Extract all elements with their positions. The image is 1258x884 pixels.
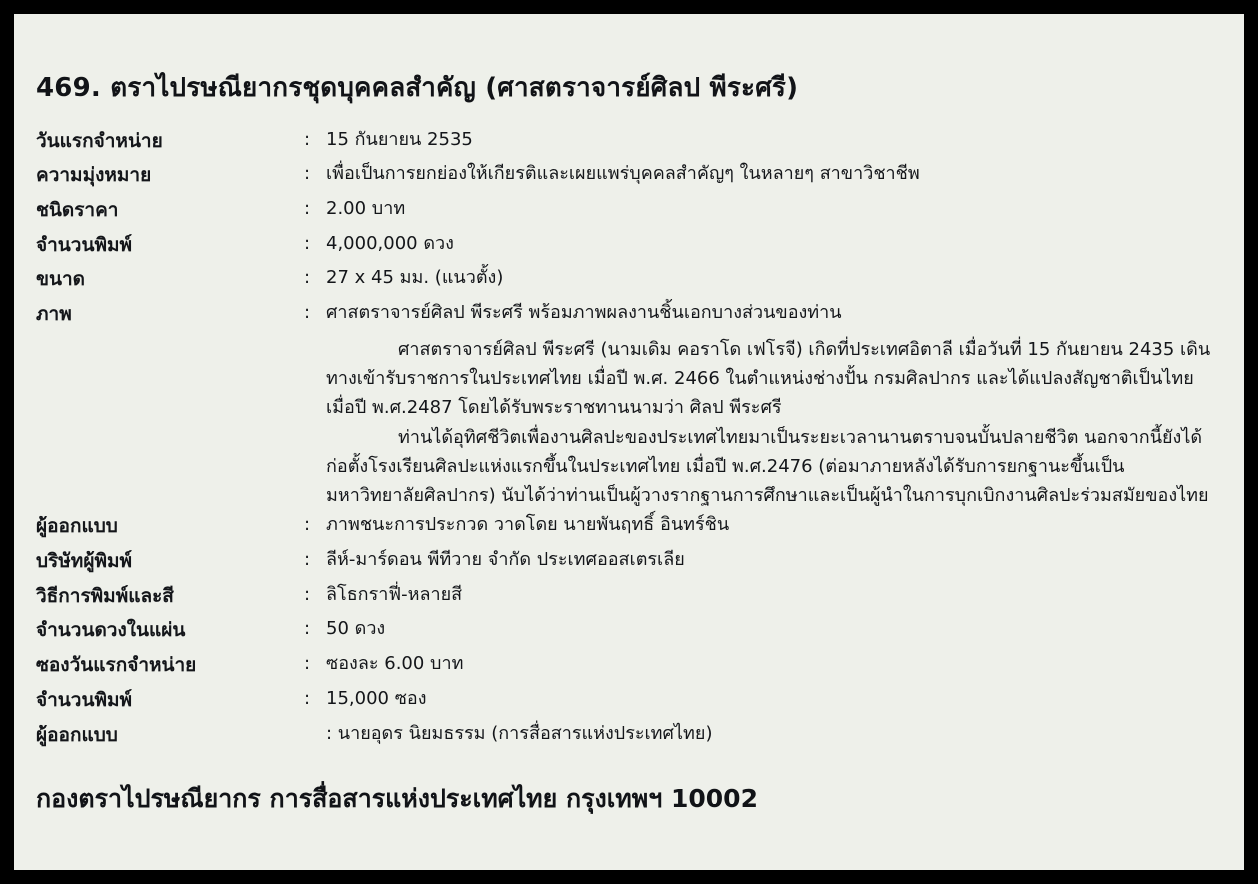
table-row xyxy=(36,298,1222,333)
spec-label: ขนาด xyxy=(36,268,85,291)
spec-value: เพื่อเป็นการยกย่องให้เกียรติและเผยแพร่บุคคลสำคัญๆ ในหลายๆ สาขาวิชาชีพ xyxy=(326,163,920,185)
table-row xyxy=(36,614,1222,649)
spec-colon: : xyxy=(304,267,311,289)
spec-colon: : xyxy=(304,301,311,323)
table-row xyxy=(36,194,1222,229)
spec-value: ซองละ 6.00 บาท xyxy=(326,653,464,675)
spec-colon: : xyxy=(304,232,311,254)
spec-label: ผู้ออกแบบ xyxy=(36,515,118,538)
spec-label: จำนวนพิมพ์ xyxy=(36,688,133,711)
description-row xyxy=(36,333,1222,511)
spec-label: ภาพ xyxy=(36,302,72,325)
spec-colon: : xyxy=(304,514,311,536)
spec-label: ชนิดราคา xyxy=(36,198,119,221)
footer-publisher: กองตราไปรษณียากร การสื่อสารแห่งประเทศไทย กรุงเทพฯ 10002 xyxy=(36,784,758,814)
spec-value: 4,000,000 ดวง xyxy=(326,232,454,254)
spec-value: 2.00 บาท xyxy=(326,197,406,219)
description-paragraph: ท่านได้อุทิศชีวิตเพื่องานศิลปะของประเทศไทยมาเป็นระยะเวลานานตราบจนบั้นปลายชีวิต นอกจากนี้ยังได้ก่อตั้งโรงเรียนศิลปะแห่งแรกขึ้นในประเทศไทย เมื่อปี พ.ศ.2476 (ต่อมาภายหลังได้รับการยกฐานะขึ้นเป็นมหาวิทยาลัยศิลปากร) นับได้ว่าท่านเป็นผู้วางรากฐานการศึกษาและเป็นผู้นำในการบุกเบิกงานศิลปะร่วมสมัยของไทย xyxy=(326,427,1209,507)
table-row xyxy=(36,510,1222,545)
spec-table-primary xyxy=(36,125,1222,754)
spec-colon: : xyxy=(304,687,311,709)
description-paragraph: ศาสตราจารย์ศิลป พีระศรี (นามเดิม คอราโด เฟโรจี) เกิดที่ประเทศอิตาลี เมื่อวันที่ 15 กันยายน 2435 เดินทางเข้ารับราชการในประเทศไทย เมื่อปี พ.ศ. 2466 ในตำแหน่งช่างปั้น กรมศิลปากร และได้แปลงสัญชาติเป็นไทยเมื่อปี พ.ศ.2487 โดยได้รับพระราชทานนามว่า ศิลป พีระศรี xyxy=(326,338,1211,418)
spec-label: ผู้ออกแบบ xyxy=(36,723,118,746)
spec-value: 27 x 45 มม. (แนวตั้ง) xyxy=(326,267,504,289)
table-row xyxy=(36,229,1222,264)
spec-colon: : xyxy=(304,163,311,185)
spec-value: ลีห์-มาร์ดอน พีทีวาย จำกัด ประเทศออสเตรเลีย xyxy=(326,549,685,571)
spec-label: ซองวันแรกจำหน่าย xyxy=(36,654,197,677)
spec-value: 50 ดวง xyxy=(326,618,386,640)
spec-colon: : xyxy=(304,583,311,605)
table-row xyxy=(36,125,1222,160)
spec-label: วันแรกจำหน่าย xyxy=(36,129,163,152)
spec-colon: : xyxy=(304,197,311,219)
document-page xyxy=(14,14,1244,870)
document-content xyxy=(36,72,1222,852)
spec-label: วิธีการพิมพ์และสี xyxy=(36,584,174,607)
spec-value: 15,000 ซอง xyxy=(326,687,427,709)
spec-colon: : xyxy=(304,549,311,571)
table-row xyxy=(36,263,1222,298)
spec-colon: : xyxy=(304,618,311,640)
spec-value: 15 กันยายน 2535 xyxy=(326,128,473,150)
spec-label: ความมุ่งหมาย xyxy=(36,164,152,187)
table-row xyxy=(36,649,1222,684)
table-row xyxy=(36,684,1222,719)
spec-value: ภาพชนะการประกวด วาดโดย นายพันฤทธิ์ อินทร์ชิน xyxy=(326,514,730,536)
spec-value: : นายอุดร นิยมธรรม (การสื่อสารแห่งประเทศไทย) xyxy=(326,722,713,744)
page-title: 469. ตราไปรษณียากรชุดบุคคลสำคัญ (ศาสตราจารย์ศิลป พีระศรี) xyxy=(36,73,799,103)
spec-value: ศาสตราจารย์ศิลป พีระศรี พร้อมภาพผลงานชิ้นเอกบางส่วนของท่าน xyxy=(326,301,842,323)
description-block xyxy=(326,333,1222,511)
spec-colon: : xyxy=(304,653,311,675)
table-row xyxy=(36,719,1222,754)
table-row xyxy=(36,159,1222,194)
table-row xyxy=(36,545,1222,580)
spec-label: จำนวนดวงในแผ่น xyxy=(36,619,186,642)
spec-label: จำนวนพิมพ์ xyxy=(36,233,133,256)
table-row xyxy=(36,580,1222,615)
spec-label: บริษัทผู้พิมพ์ xyxy=(36,550,133,573)
spec-value: ลิโธกราฟี่-หลายสี xyxy=(326,583,463,605)
spec-colon: : xyxy=(304,128,311,150)
